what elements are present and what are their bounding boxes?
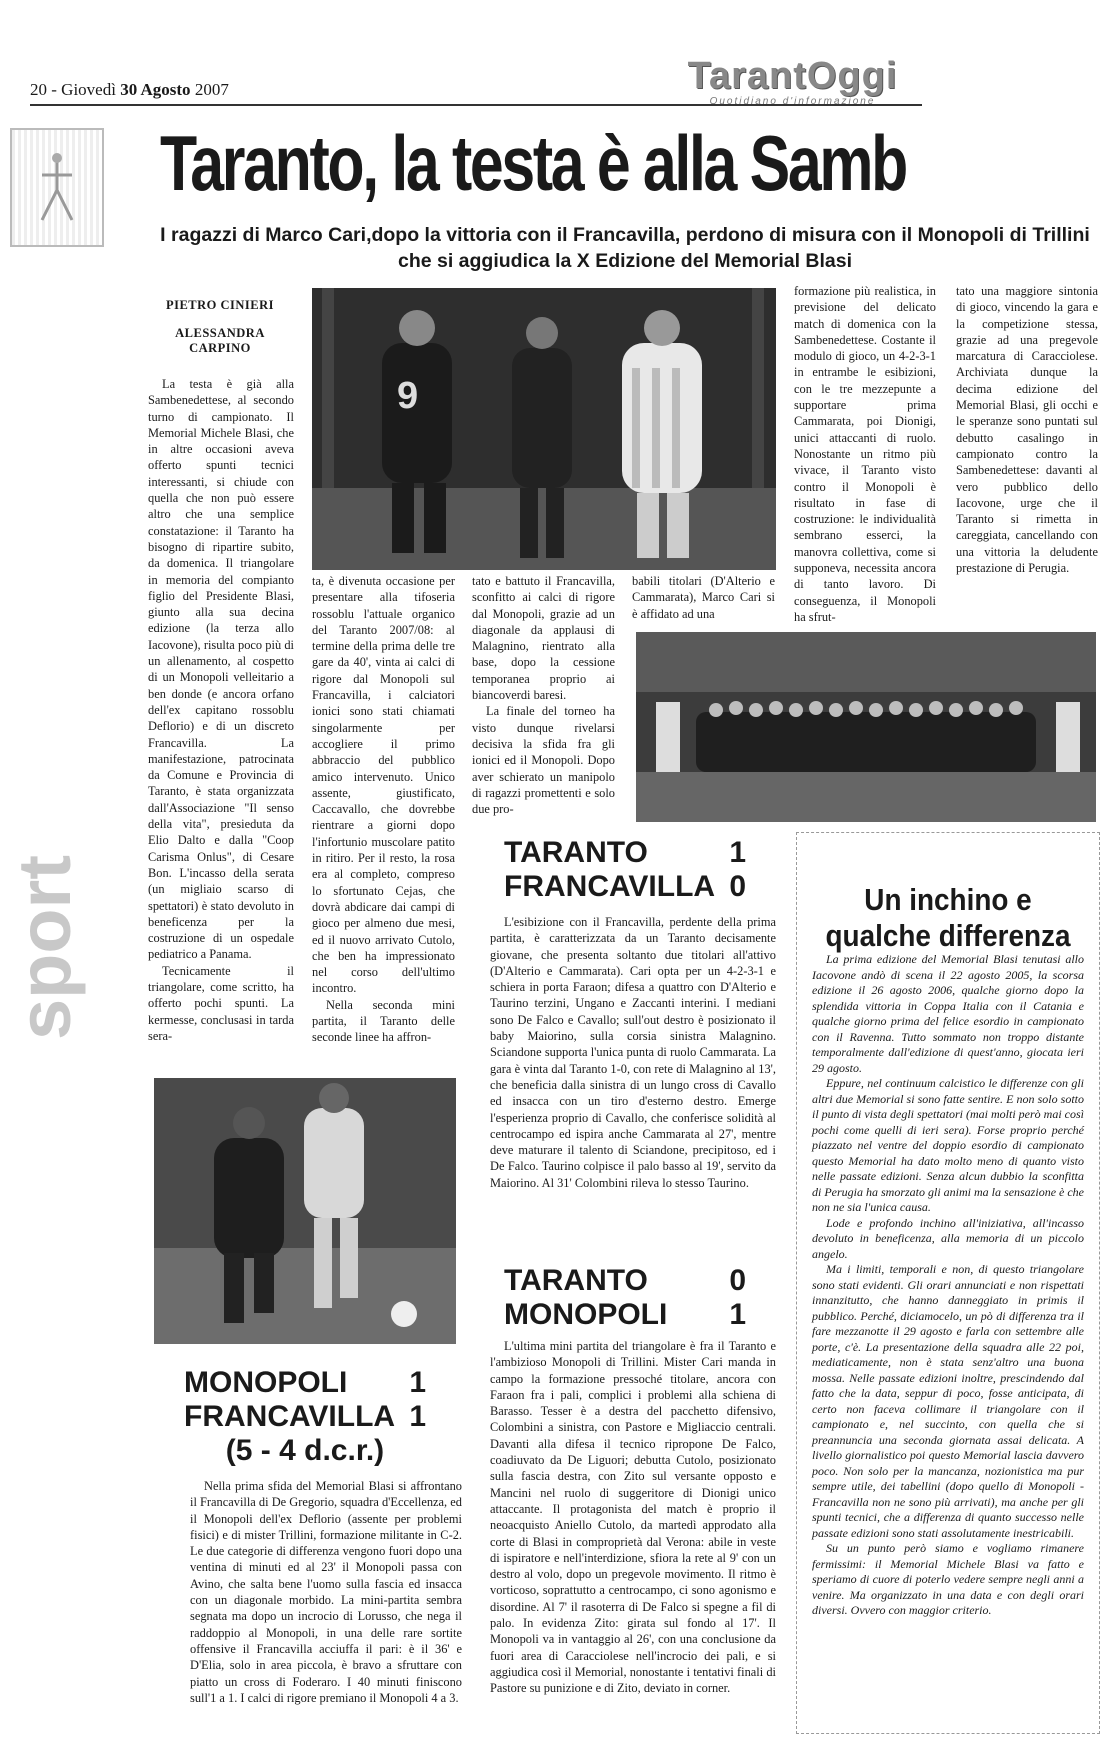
main-col6-text: tato una maggiore sintonia di gioco, vincendo la gara e la competizione stessa, grazie ad una pregevole marcatura di Caracciolese. Archiviata dunque la decima edizione del Memorial Blasi, gli occhi e le speranze sono puntati sul debutto casalingo in campionato contro la Sambenedettese: davanti al vero pubblico dello Iacovone, urge che il Taranto si rimetta in careggiata, cancellando con una vittoria la deludente prestazione di Perugia. [956, 284, 1098, 576]
score-box-monopoli-francavilla [184, 1366, 426, 1468]
photo-team [636, 632, 1096, 822]
score3-score-b: 1 [409, 1400, 426, 1433]
main-article-col5 [794, 283, 936, 625]
inchino-title-line1: Un inchino e [864, 882, 1032, 917]
report-taranto-francavilla [490, 914, 776, 1191]
inchino-p1: La prima edizione del Memorial Blasi tenutasi allo Iacovone andò di scena il 22 agosto 2005, la scorsa edizione il 26 agosto 2006, qualche giorno dopo la splendida vittoria in Coppa Italia con il Catania e qualche giorno prima del felice esordio in campionato con il Ravenna. Tutto sommato non troppo distante temporalmente dall'edizione di quest'anno, giocata ieri 29 agosto. [812, 952, 1084, 1075]
report2-text: L'ultima mini partita del triangolare è fra il Taranto e l'ambizioso Monopoli di Trillini. Mister Cari manda in campo la formazione pressoché titolare, ancora con Faraon fra i pali, complici i problemi alla schiena di Barasso. Tesser è a destra del pacchetto difensivo, Colombini a sinistra, con Pastore e Migliaccio centrali. Davanti alla difesa il tecnico ripropone De Falco, coadiuvato da De Liguori; debutta Cutolo, posizionato sulla fascia destra, con Zito sul versante opposto e Mancini nel ruolo di suggeritore di Dionigi unico attaccante. Il protagonista del match è proprio il neoacquisto Aniello Cutolo, da martedì approdato alla corte di Blasi in comproprietà dal Verona: abile in veste di ispiratore e nell'interdizione, sfiora la rete al 9' con un destro al volo, dopo un pregevole movimento. Il ritmo è vorticoso, soprattutto a centrocampo, ci sono agonismo e disordine. Al 7' il rasoterra di De Falco si spegne a fil di palo. In evidenza Zito: girata sul fondo al 17'. Il Monopoli va in vantaggio al 26', con una conclusione da fuori area di Caracciolese nell'incrocio dei pali, e si aggiudica così il Memorial, nonostante i tentativi finali di Pastore su punizione e di Zito, deviato in corner. [490, 1339, 776, 1696]
masthead [660, 56, 925, 107]
date-prefix: - Giovedì [47, 80, 121, 99]
score2-score-b: 1 [729, 1298, 746, 1331]
inchino-title-line2: qualche differenza [825, 918, 1071, 953]
report1-text: L'esibizione con il Francavilla, perdente della prima partita, è caratterizzata da un Taranto decisamente giovane, che presenta soltanto due titolari all'attivo (D'Alterio e Cammarata). Cari opta per un 4-2-3-1 e schiera in porta Faraon; difesa a quattro con D'Alterio e Taurino terzini, Ungano e Zaccanti interini. I mediani sono De Falco e Cavallo; sull'out destro è posizionato il baby Maiorino, sulla corsia sinistra Malagnino. Sciandone supporta l'unica punta di ruolo Cammarata. La gara è vinta dal Taranto 1-0, con rete di Malagnino al 13', che beneficia dalla sinistra di un lungo cross di Cavallo ed insacca con un tiro d'esterno destro. Emerge l'esperienza proprio di Cavallo, che conferisce solidità al centrocampo ed ispira anche Cammarata al 27', mentre deve maturare il talento di Sciandone, precipitoso, ed i De Falco. Taurino colpisce il palo basso al 19', servito da Maiorino. Al 31' Colombini rileva lo stesso Taurino. [490, 915, 776, 1190]
author-1: PIETRO CINIERI [165, 298, 275, 312]
main-col1b-text: Tecnicamente il triangolare, come scritto, ha offerto pochi spunti. La kermesse, conclusasi in tarda sera- [148, 963, 294, 1043]
page-date [30, 80, 229, 100]
score1-score-a: 1 [729, 836, 746, 869]
inchino-p2: Eppure, nel continuum calcistico le differenze con gli altri due Memorial si sono fatte sentire. E non solo sotto il punto di vista degli spettatori (mai molti però mai così pochi come quelli di ieri sera). Forse proprio perché piazzato nel ventre del doppio esordio di campionato questo Memorial ha dato molto meno di quanto visto nelle passate edizioni. Senza alcun dubbio la sconfitta di Perugia ha smorzato gli animi ma la sensazione è che non ne sia l'unica causa. [812, 1076, 1084, 1214]
date-year: 2007 [190, 80, 229, 99]
inchino-p5: Su un punto però siamo e vogliamo rimanere fermissimi: il Memorial Michele Blasi va fatto e speriamo di cuore di poterlo vedere sempre negli anni a venire. Ma organizzato in una data e con degli orari diversi. Ovvero con maggior criterio. [812, 1541, 1084, 1617]
report3-text: Nella prima sfida del Memorial Blasi si affrontano il Francavilla di De Gregorio, squadra d'Eccellenza, ed il Monopoli dell'ex Deflorio (assente per problemi fisici) e di mister Trillini, formazione militante in C-2. Le due categorie di differenza vengono fuori dopo una ventina di minuti ed al 23' il Monopoli passa con Avino, che salta bene l'uomo sulla fascia ed insacca con un diagonale morbido. La mini-partita sembra segnata ma dopo un incrocio di Lorusso, che nega il raddoppio al Monopoli, in una delle rare sortite offensive il Francavilla acciuffa il pari: è il 36' e D'Elia, solo in area piccola, è bravo a sfruttare con piatto un cross di Foderaro. I 40 minuti finiscono sull'1 a 1. I calci di rigore premiano il Monopoli 4 a 3. [190, 1479, 462, 1705]
main-article-col4 [632, 573, 775, 622]
photo-handshake [312, 288, 776, 570]
header-rule [30, 104, 922, 106]
report-taranto-monopoli [490, 1338, 776, 1697]
page-corner-graphic-icon [10, 128, 104, 247]
main-col2-text: ta, è divenuta occasione per presentare alla tifoseria rossoblu l'attuale organico del Taranto 2007/08: al termine della prima delle tre gare da 40', vinta ai calci di rigore dal Monopoli sul Francavilla, i calciatori ionici sono stati chiamati singolarmente per accogliere il primo abbraccio del pubblico amico intervenuto. Unico assente, giustificato, Caccavallo, che dovrebbe rientrare a giorni dopo l'infortunio muscolare patito in ritiro. Per il resto, la rosa era al completo, compreso lo sfortunato Cejas, che dovrà abdicare dai campi di gioco per almeno due mesi, ed il nuovo arrivato Cutolo, che ben ha impressionato nel corso dell'ultimo incontro. [312, 574, 455, 996]
section-label-text: sport [3, 855, 86, 1040]
main-col2b-text: Nella seconda mini partita, il Taranto delle seconde linee ha affron- [312, 997, 455, 1045]
score2-score-a: 0 [729, 1264, 746, 1297]
main-col4-text: babili titolari (D'Alterio e Cammarata), Marco Cari si è affidato ad una [632, 574, 775, 621]
sport-section-label-icon [3, 830, 86, 1050]
score-box-taranto-monopoli [504, 1264, 746, 1332]
inchino-p4: Ma i limiti, temporali e non, di questo triangolare sono stati evidenti. Gli orari annunciati e non rispettati innanzitutto, che hanno danneggiato in primis il pubblico. Perché, diciamocelo, un pò di differenza tra il fare mezzanotte il 29 agosto e farla con settembre alle porte, c'è. La presentazione della squadra alle 22 poi, mediaticamente, non è stata senz'altro una buona mossa. Nelle passate edizioni inoltre, prescindendo dal fatto che la data, seppur di poco, fosse anticipata, di certo non faceva collimare il triangolare con il campionato e, nel succinto, con quella che si preannuncia una seconda giornata assai delicata. A livello giornalistico poi questo Memorial lascia davvero poco. Non solo per la mancanza, nozionistica ma pur sempre utile, dei tabellini (dopo quello di Monopoli - Francavilla non ne sono più arrivati), ma anche per gli spunti tecnici, che a differenza di quanto successo nelle passate edizioni sono stati assolutamente inestricabili. [812, 1262, 1084, 1540]
main-article-col3 [472, 573, 615, 817]
score3-team-a: MONOPOLI [184, 1366, 348, 1399]
author-2: ALESSANDRA CARPINO [175, 326, 265, 355]
score3-score-a: 1 [409, 1366, 426, 1399]
main-article-col2 [312, 573, 455, 1046]
main-article-col6 [956, 283, 1098, 576]
score-box-taranto-francavilla [504, 836, 746, 904]
photo-action [154, 1078, 456, 1344]
score3-note: (5 - 4 d.c.r.) [225, 1434, 385, 1467]
score3-team-b: FRANCAVILLA [184, 1400, 396, 1433]
score2-team-a: TARANTO [504, 1264, 648, 1297]
date-bold: 30 Agosto [120, 80, 191, 99]
inchino-p3: Lode e profondo inchino all'iniziativa, all'incasso devoluto in beneficenza, alla memoria di un piccolo angelo. [812, 1215, 1084, 1261]
score1-score-b: 0 [729, 870, 746, 903]
inchino-title [815, 882, 1081, 954]
masthead-name: TarantOggi [687, 55, 898, 97]
headline: Taranto, la testa è alla Samb [160, 119, 906, 207]
page-number: 20 [30, 80, 47, 99]
main-article-col1 [148, 376, 294, 1044]
score1-team-b: FRANCAVILLA [504, 870, 716, 903]
main-col1-text: La testa è già alla Sambenedettese, al secondo turno di campionato. Il Memorial Michele Blasi, che in altre occasioni aveva offerto spunti tecnici interessanti, si chiude con quella che non può essere altro che una semplice constatazione: il Taranto ha bisogno di ripartire subito, da domenica. Il triangolare in memoria del compianto figlio del Presidente Blasi, giunto alla sua decina edizione (la terza allo Iacovone), risulta poco più di un allenamento, al cospetto di un Monopoli velleitario a ben donde (e ancora orfano dell'ex capitano rossoblu Deflorio) e di un discreto Francavilla. La manifestazione, patrocinata da Comune e Provincia di Taranto, è stata organizzata dall'Associazione "Il senso della vita", presieduta da Elio Dalto e dalla "Coop Carisma Onlus", di Cesare Bon. L'incasso della serata (un migliaio scarso di spettatori) è stato devoluto in beneficenza per la costruzione di un ospedale pediatrico a Panama. [148, 377, 294, 962]
report-monopoli-francavilla [190, 1478, 462, 1706]
subheadline: I ragazzi di Marco Cari,dopo la vittoria con il Francavilla, perdono di misura con il Monopoli di Trillini che si aggiudica la X Edizione del Memorial Blasi [160, 224, 1090, 272]
score2-team-b: MONOPOLI [504, 1298, 668, 1331]
inchino-article [812, 952, 1084, 1619]
svg-text:9: 9 [397, 375, 419, 417]
main-col5-text: formazione più realistica, in previsione del delicato match di domenica con la Sambenedettese. Costante il modulo di gioco, un 4-2-3-1 in entrambe le esibizioni, con le tre mezzepunte a supportare prima Cammarata, poi Dionigi, unici attaccanti di ruolo. Nonostante un ritmo più vivace, il Taranto visto contro il Monopoli è risultato in fase di costruzione: le individualità sembrano esserci, la manovra collettiva, come si supponeva, necessita ancora di tanto lavoro. Di conseguenza, il Monopoli ha sfrut- [794, 284, 936, 624]
main-col3-text: tato e battuto il Francavilla, sconfitto ai calci di rigore dal Monopoli, grazie ad un diagonale da applausi di Malagnino, rientrato alla base, dopo la cessione temporanea proprio ai biancoverdi baresi. [472, 574, 615, 703]
score1-team-a: TARANTO [504, 836, 648, 869]
main-col3b-text: La finale del torneo ha visto dunque rivelarsi decisiva la sfida fra gli ionici ed il Monopoli. Dopo aver schierato un manipolo di ragazzi promettenti e solo due pro- [472, 704, 615, 817]
masthead-subtitle: Quotidiano d'informazione [709, 96, 876, 107]
